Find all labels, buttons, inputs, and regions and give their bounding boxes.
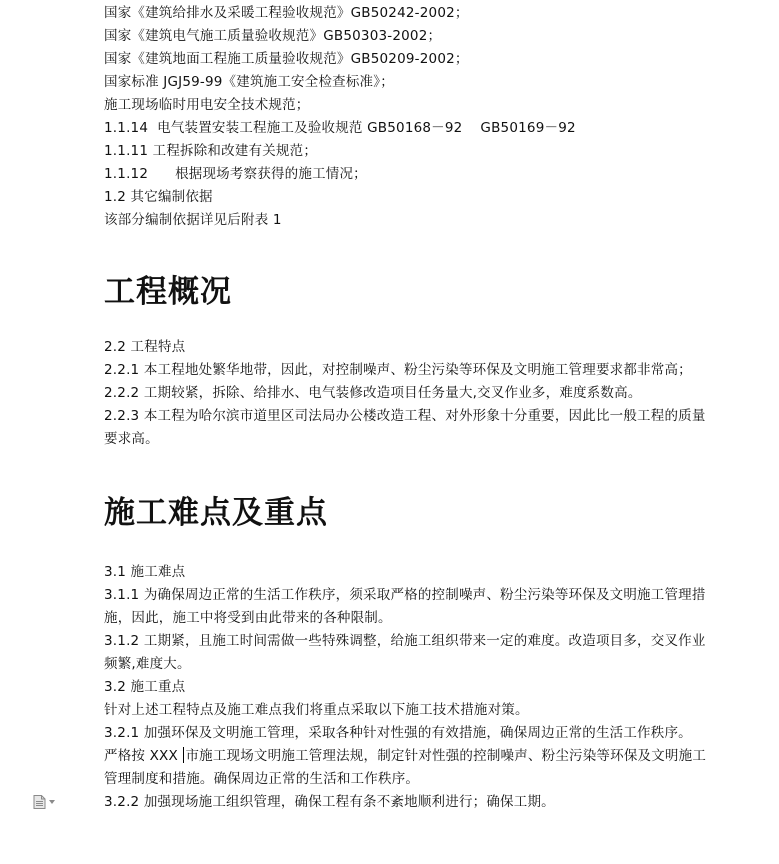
- paragraph: 2.2.1 本工程地处繁华地带，因此，对控制噪声、粉尘污染等环保及文明施工管理要求都非常高；: [104, 362, 692, 378]
- paragraph: 施工现场临时用电安全技术规范；: [104, 97, 310, 113]
- paragraph: 3.1.2 工期紧，且施工时间需做一些特殊调整，给施工组织带来一定的难度。改造项目多，交叉作业频繁,难度大。: [104, 633, 706, 672]
- paragraph: 2.2 工程特点: [104, 339, 186, 355]
- paragraph: 3.2.1 加强环保及文明施工管理，采取各种针对性强的有效措施，确保周边正常的生活工作秩序。: [104, 725, 692, 741]
- text-before-caret: 严格按 XXX: [104, 748, 183, 764]
- paragraph: 国家《建筑地面工程施工质量验收规范》GB50209-2002；: [104, 51, 469, 67]
- text-after-caret: 市施工现场文明施工管理法规，制定针对性强的控制噪声、粉尘污染等环保及文明施工管理制度和措施。确保周边正常的生活和工作秩序。: [104, 748, 707, 787]
- paragraph: 该部分编制依据详见后附表 1: [104, 212, 282, 228]
- paragraph: 2.2.2 工期较紧，拆除、给排水、电气装修改造项目任务量大,交叉作业多，难度系数高。: [104, 385, 642, 401]
- paragraph: 国家《建筑给排水及采暖工程验收规范》GB50242-2002；: [104, 5, 469, 21]
- document-body[interactable]: [104, 0, 716, 814]
- paragraph: 2.2.3 本工程为哈尔滨市道里区司法局办公楼改造工程、对外形象十分重要，因此比一般工程的质量要求高。: [104, 408, 706, 447]
- paragraph: 国家标准 JGJ59-99《建筑施工安全检查标准》；: [104, 74, 394, 90]
- paragraph: 1.1.12 根据现场考察获得的施工情况；: [104, 166, 367, 182]
- document-icon: [33, 795, 46, 809]
- paragraph: 国家《建筑电气施工质量验收规范》GB50303-2002；: [104, 28, 442, 44]
- chevron-down-icon: [49, 800, 55, 804]
- paragraph: 3.1 施工难点: [104, 564, 186, 580]
- paragraph: 针对上述工程特点及施工难点我们将重点采取以下施工技术措施对策。: [104, 702, 529, 718]
- paragraph: 1.2 其它编制依据: [104, 189, 213, 205]
- paragraph-with-caret[interactable]: [104, 745, 716, 791]
- paragraph: 1.1.14 电气装置安装工程施工及验收规范 GB50168－92 GB50169－92: [104, 120, 576, 136]
- heading-project-overview: 工程概况: [104, 274, 232, 310]
- paragraph: 3.2.2 加强现场施工组织管理，确保工程有条不紊地顺利进行；确保工期。: [104, 794, 555, 810]
- paste-options-document-icon[interactable]: [33, 795, 55, 809]
- paragraph: 1.1.11 工程拆除和改建有关规范；: [104, 143, 318, 159]
- heading-difficulties-and-key-points: 施工难点及重点: [104, 495, 328, 531]
- paragraph: 3.1.1 为确保周边正常的生活工作秩序，须采取严格的控制噪声、粉尘污染等环保及文明施工管理措施，因此，施工中将受到由此带来的各种限制。: [104, 587, 706, 626]
- paragraph: 3.2 施工重点: [104, 679, 186, 695]
